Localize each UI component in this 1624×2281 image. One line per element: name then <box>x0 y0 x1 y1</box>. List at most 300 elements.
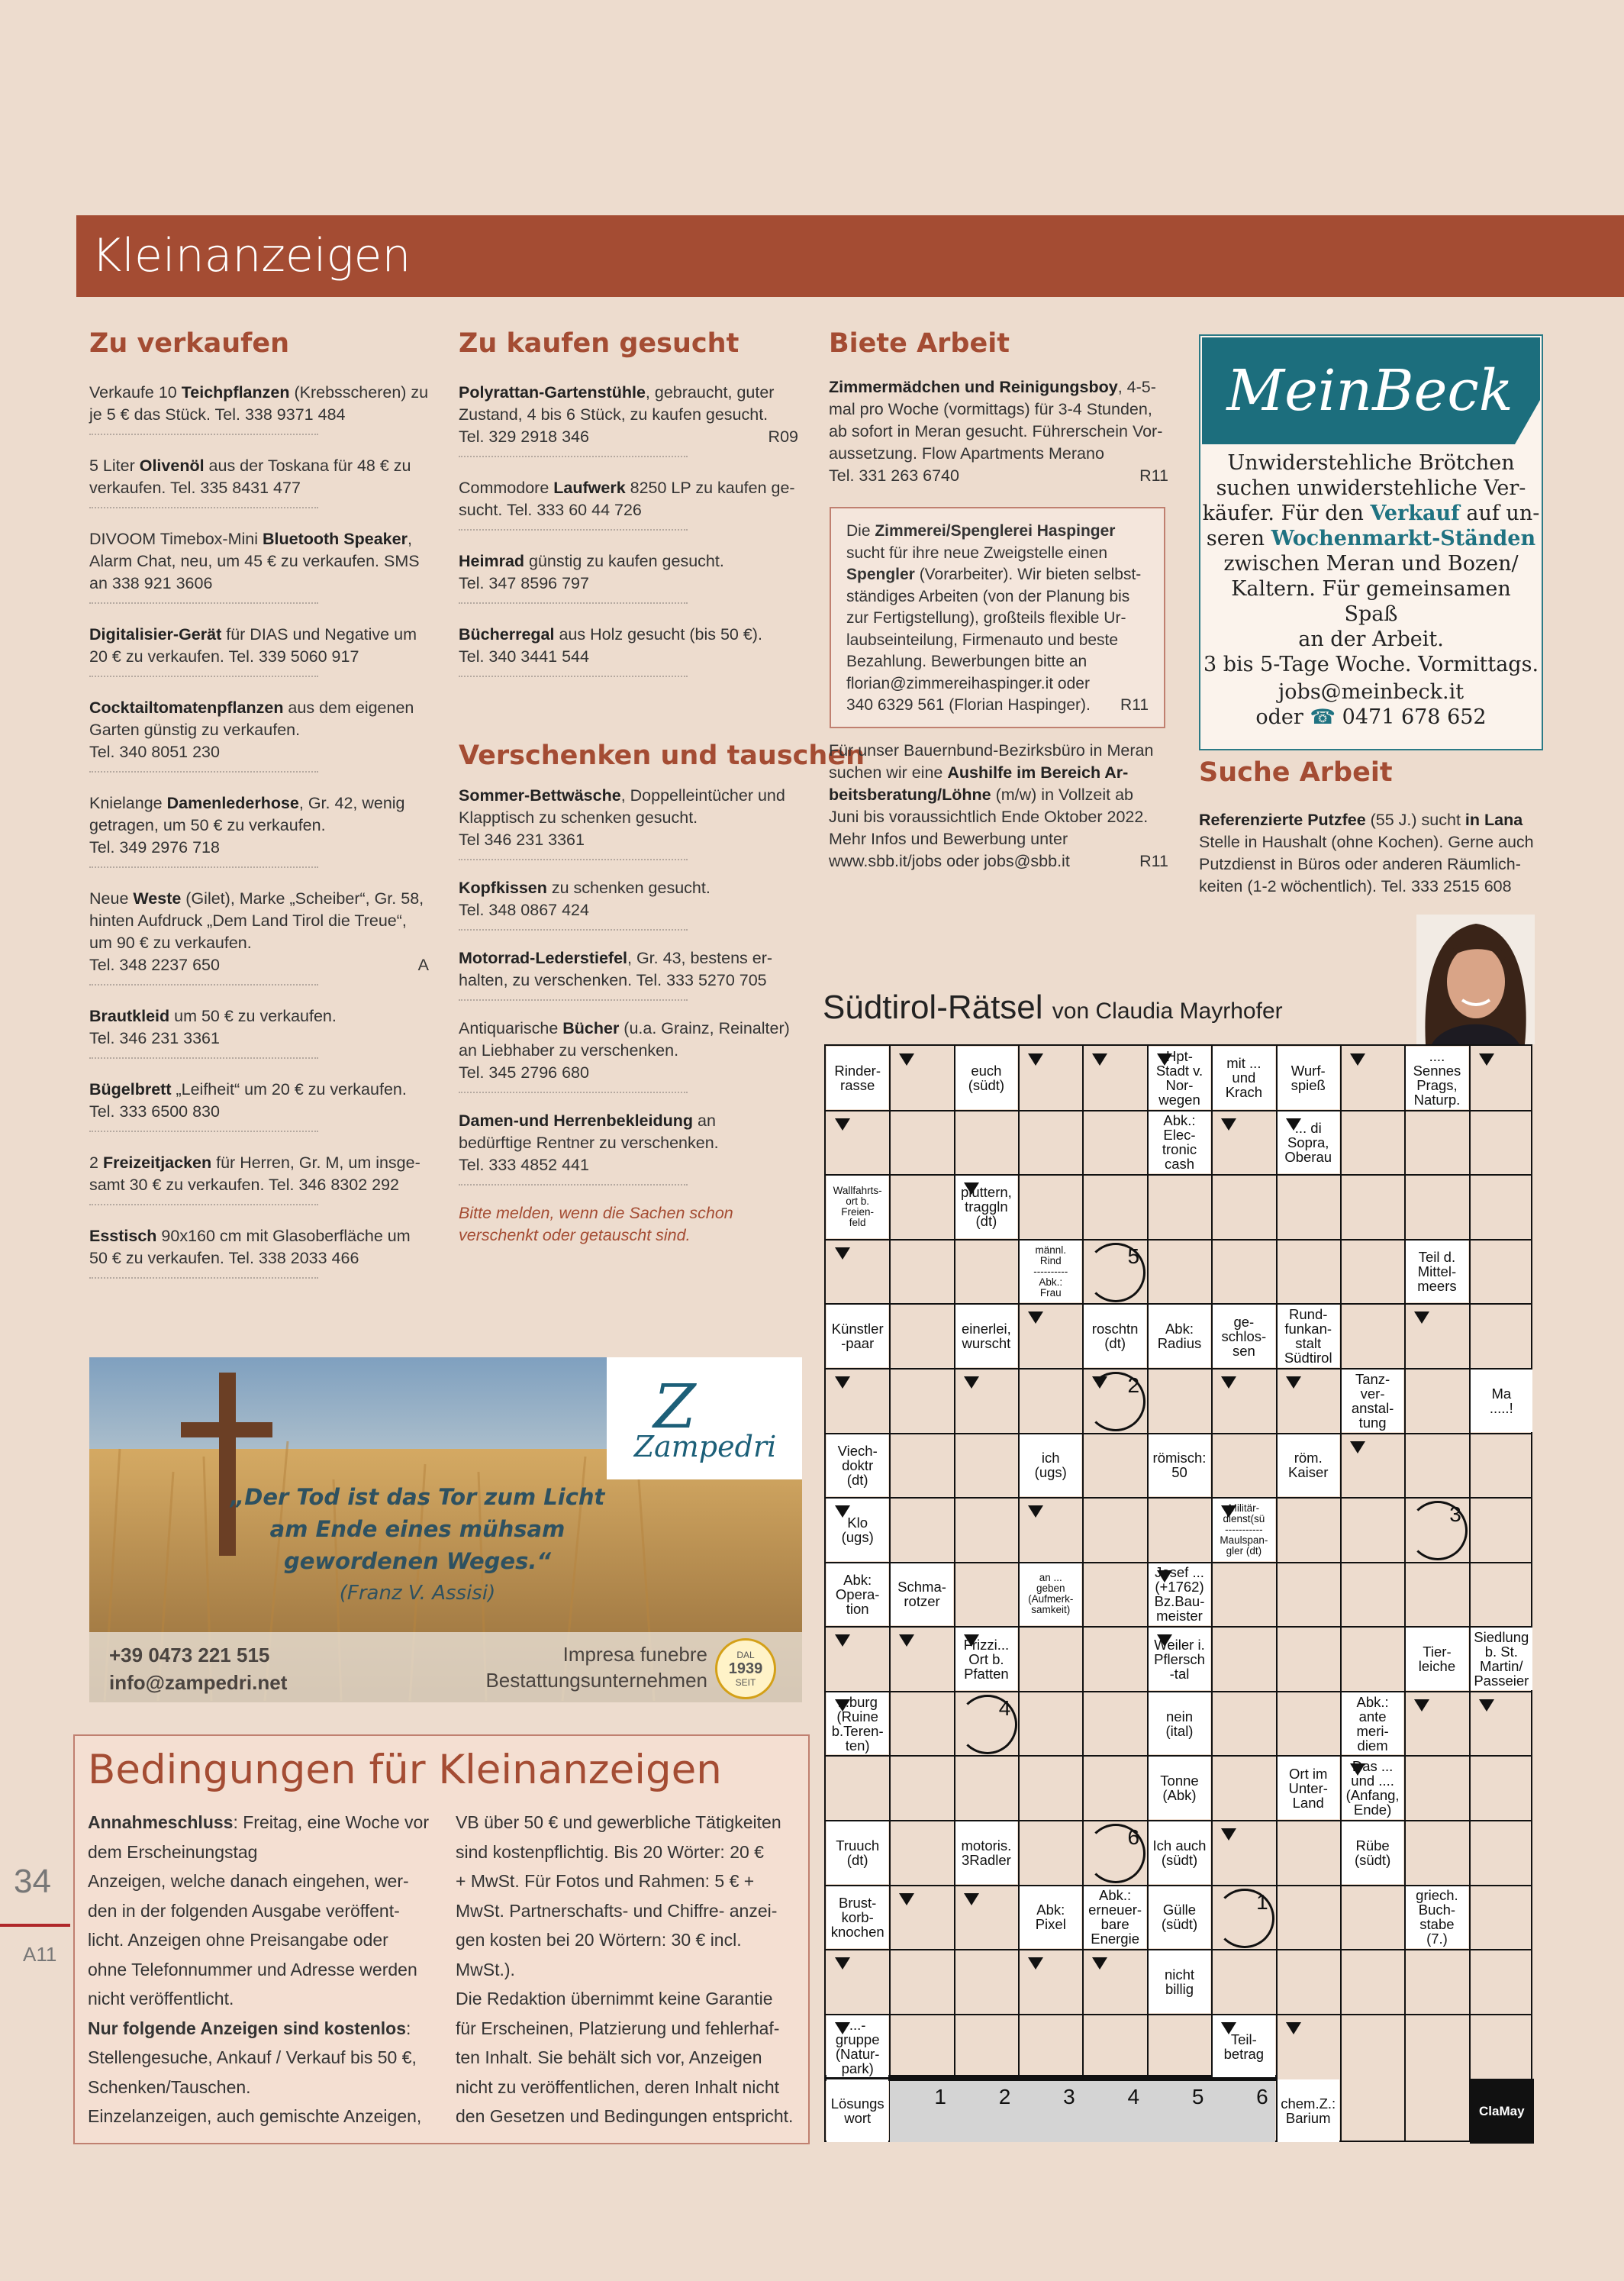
text-line: für Erscheinen, Platzierung und fehlerhaf- <box>456 2018 780 2038</box>
clue-arrow-icon <box>1157 1053 1172 1066</box>
text-line: beitsberatung/Löhne (m/w) in Vollzeit ab <box>829 786 1134 804</box>
funeral-contact <box>109 1641 287 1696</box>
crossword-clue: Künstler -paar <box>826 1305 888 1367</box>
company-de: Bestattungsunternehmen <box>485 1669 707 1692</box>
classified-ad <box>89 792 429 868</box>
crossword-clue: Teil- betrag <box>1213 2015 1274 2078</box>
crossword-clue: Lösungs wort <box>826 2079 888 2142</box>
text-line: ohne Telefonnummer und Adresse werden <box>88 1959 417 1979</box>
crossword-clue: Wallfahrts- ort b. Freien- feld <box>826 1176 888 1238</box>
solution-number: 3 <box>1449 1502 1461 1527</box>
ad-line: samt 30 € zu verkaufen. Tel. 346 8302 292 <box>89 1176 399 1194</box>
divider <box>459 676 688 677</box>
zu-kaufen-heading: Zu kaufen gesucht <box>459 328 740 359</box>
text-line: 340 6329 561 (Florian Haspinger). R11 <box>846 695 1149 717</box>
crossword-clue: roschtn (dt) <box>1084 1305 1146 1367</box>
zampedri-logo-mark: Z <box>653 1371 696 1442</box>
text-line: Putzdienst in Büros oder anderen Räumlich- <box>1199 855 1521 873</box>
text-line: Tel. 331 263 6740 R11 <box>829 465 1168 487</box>
ad-line: Garten günstig zu verkaufen. <box>89 721 301 739</box>
crossword-clue: an ... geben (Aufmerk- samkeit) <box>1020 1563 1081 1626</box>
text-line: ten Inhalt. Sie behält sich vor, Anzeigen <box>456 2047 762 2067</box>
verschenken-heading: Verschenken und tauschen <box>459 740 865 771</box>
ad-line: Tel. 348 2237 650 A <box>89 954 429 976</box>
zu-verkaufen-heading: Zu verkaufen <box>89 328 289 359</box>
ad-line: Tel. 333 4852 441 <box>459 1156 589 1174</box>
classified-ad <box>459 785 798 860</box>
crossword-clue: einerlei, wurscht <box>955 1305 1017 1367</box>
crossword-clue: Rinder- rasse <box>826 1047 888 1109</box>
crossword-clue: euch (südt) <box>955 1047 1017 1109</box>
divider <box>89 602 318 604</box>
clue-arrow-icon <box>1092 1957 1107 1970</box>
zampedri-ad <box>89 1357 802 1702</box>
crossword-clue: Abk.: Elec- tronic cash <box>1149 1111 1210 1174</box>
ad-line: Antiquarische Bücher (u.a. Grainz, Reinalter) <box>459 1019 790 1037</box>
ad-line: Cocktailtomatenpflanzen aus dem eigenen <box>89 698 414 717</box>
ad-line: Brautkleid um 50 € zu verkaufen. <box>89 1007 337 1025</box>
classified-ad <box>459 1018 798 1093</box>
solution-index: 6 <box>1256 2085 1268 2109</box>
puzzle-title <box>823 989 1283 1027</box>
ad-line: Tel. 333 6500 830 <box>89 1102 220 1121</box>
clue-arrow-icon <box>1157 1570 1172 1583</box>
clue-arrow-icon <box>964 1634 979 1647</box>
grid-line <box>826 2075 1277 2081</box>
clue-arrow-icon <box>835 1634 850 1647</box>
quote-line: gewordenen Weges.“ <box>283 1548 552 1574</box>
classified-ad <box>459 624 798 677</box>
text-line: VB über 50 € und gewerbliche Tätigkeiten <box>456 1812 781 1832</box>
ad-line: je 5 € das Stück. Tel. 338 9371 484 <box>89 405 346 424</box>
text-line: Die Redaktion übernimmt keine Garantie <box>456 1989 773 2008</box>
ad-line: Tel 346 231 3361 <box>459 831 585 849</box>
ad-line: Neue Weste (Gilet), Marke „Scheiber“, Gr. 58, <box>89 889 424 908</box>
text-line: 3 bis 5-Tage Woche. Vormittags. <box>1203 653 1539 676</box>
crossword-clue: Abk.: ante meri- diem <box>1342 1692 1403 1755</box>
meinbeck-phone: 0471 678 652 <box>1342 705 1487 729</box>
ad-line: Knielange Damenlederhose, Gr. 42, wenig <box>89 794 405 812</box>
suche-arbeit-heading: Suche Arbeit <box>1199 757 1393 788</box>
suche-arbeit-ad <box>1199 809 1542 898</box>
biete-arbeit-heading: Biete Arbeit <box>829 328 1010 359</box>
clue-arrow-icon <box>1414 1311 1429 1324</box>
clue-arrow-icon <box>835 1376 850 1389</box>
divider <box>459 999 688 1001</box>
text-line: käufer. Für den Verkauf auf un- <box>1202 502 1540 525</box>
clue-arrow-icon <box>1221 1505 1236 1518</box>
crossword-clue: Hpt- Stadt v. Nor- wegen <box>1149 1047 1210 1109</box>
ad-line: Tel. 348 0867 424 <box>459 901 589 919</box>
clue-arrow-icon <box>835 1505 850 1518</box>
ad-line: Zustand, 4 bis 6 Stück, zu kaufen gesucht. <box>459 405 768 424</box>
crossword-clue: Rund- funkan- stalt Südtirol <box>1278 1305 1339 1367</box>
classified-ad <box>89 624 429 677</box>
crossword-clue: Militär- dienst(sü ----------- Maulspan- gler (dt) <box>1213 1499 1274 1561</box>
crossword-clue: Siedlung b. St. Martin/ Passeier <box>1471 1628 1532 1690</box>
grid-line <box>1404 1046 1406 2141</box>
ad-line: Esstisch 90x160 cm mit Glasoberfläche um <box>89 1227 411 1245</box>
crossword-clue: chem.Z.: Barium <box>1278 2079 1339 2142</box>
quote-author: (Franz V. Assisi) <box>339 1582 496 1605</box>
ad-code: R11 <box>1120 696 1149 714</box>
divider <box>459 529 688 531</box>
clue-arrow-icon <box>835 1118 850 1131</box>
divider <box>89 676 318 677</box>
haspinger-box-ad <box>830 507 1165 728</box>
ad-line: Tel. 340 3441 544 <box>459 647 589 666</box>
crossword-clue: Josef ... (+1762) Bz.Bau- meister <box>1149 1563 1210 1626</box>
ad-line: an Liebhaber zu verschenken. <box>459 1041 679 1060</box>
clue-arrow-icon <box>1028 1505 1043 1518</box>
puzzle-title-text: Südtirol-Rätsel <box>823 989 1043 1026</box>
crossword-clue: Das ... und .... (Anfang, Ende) <box>1342 1757 1403 1819</box>
ad-line: Alarm Chat, neu, um 45 € zu verkaufen. SMS <box>89 552 420 570</box>
zu-kaufen-list <box>459 382 798 697</box>
classified-ad <box>89 1225 429 1279</box>
text-line: nicht veröffentlicht. <box>88 1989 234 2008</box>
ad-line: Tel. 347 8596 797 <box>459 574 589 592</box>
crossword-grid <box>824 1044 1532 2142</box>
ad-line: Tel. 349 2976 718 <box>89 838 220 857</box>
text-line: Für unser Bauernbund-Bezirksbüro in Meran <box>829 741 1154 760</box>
crossword-clue: .... Sennes Prags, Naturp. <box>1406 1047 1468 1109</box>
text-line: sind kostenpflichtig. Bis 20 Wörter: 20 € <box>456 1841 764 1862</box>
text-line: Zimmermädchen und Reinigungsboy, 4-5- <box>829 378 1156 396</box>
solution-index: 1 <box>934 2085 946 2109</box>
crossword-clue: Gülle (südt) <box>1149 1886 1210 1949</box>
classified-ad <box>89 528 429 604</box>
classified-ad <box>89 1005 429 1059</box>
crossword-clue: röm. Kaiser <box>1278 1434 1339 1497</box>
ad-line: Tel. 329 2918 346 R09 <box>459 426 798 448</box>
clue-arrow-icon <box>1028 1053 1043 1066</box>
divider <box>89 507 318 508</box>
ad-line: Digitalisier-Gerät für DIAS und Negative um <box>89 625 417 644</box>
clue-arrow-icon <box>1350 1763 1365 1776</box>
divider <box>89 771 318 773</box>
classified-ad <box>459 477 798 531</box>
meinbeck-email[interactable]: jobs@meinbeck.it <box>1278 680 1464 704</box>
crossword-clue: ich (ugs) <box>1020 1434 1081 1497</box>
classified-ad <box>459 1110 798 1186</box>
quote-line: „Der Tod ist das Tor zum Licht <box>230 1484 605 1510</box>
grid-line <box>826 1497 1531 1499</box>
crossword-clue: Ort im Unter- Land <box>1278 1757 1339 1819</box>
crossword-clue: Brust- korb- knochen <box>826 1886 888 1949</box>
conditions-col-2 <box>456 1808 803 2131</box>
divider <box>89 1204 318 1205</box>
text-line: suchen wir eine Aushilfe im Bereich Ar- <box>829 763 1129 782</box>
clue-arrow-icon <box>1286 1376 1301 1389</box>
crossword-clue: Tonne (Abk) <box>1149 1757 1210 1819</box>
ad-line: 2 Freizeitjacken für Herren, Gr. M, um insge- <box>89 1153 420 1172</box>
text-line: keiten (1-2 wöchentlich). Tel. 333 2515 608 <box>1199 877 1512 895</box>
quote-line: am Ende eines mühsam <box>269 1516 566 1542</box>
solution-index: 5 <box>1191 2085 1204 2109</box>
text-line: zwischen Meran und Bozen/ <box>1223 552 1519 576</box>
meinbeck-text <box>1202 450 1540 677</box>
text-line: Unwiderstehliche Brötchen <box>1227 451 1515 475</box>
verschenken-list <box>459 785 798 1247</box>
divider <box>459 602 688 604</box>
ad-line: Motorrad-Lederstiefel, Gr. 43, bestens er- <box>459 949 773 967</box>
crossword-clue: Rübe (südt) <box>1342 1821 1403 1884</box>
ad-code: A <box>417 956 429 974</box>
text-line: Spengler (Vorarbeiter). Wir bieten selbst- <box>846 566 1142 583</box>
badge-year: 1939 <box>728 1660 763 1677</box>
ad-line: bedürftige Rentner zu verschenken. <box>459 1134 719 1152</box>
author-portrait <box>1416 915 1535 1044</box>
grid-line <box>826 1368 1531 1370</box>
clue-arrow-icon <box>964 1893 979 1905</box>
clue-arrow-icon <box>1221 2022 1236 2034</box>
text-line: Die Zimmerei/Spenglerei Haspinger <box>846 522 1116 540</box>
note-line: verschenkt oder getauscht sind. <box>459 1226 691 1244</box>
text-line: Schenken/Tauschen. <box>88 2076 251 2097</box>
funeral-quote <box>219 1481 616 1609</box>
crossword-clue: nein (ital) <box>1149 1692 1210 1755</box>
ad-line: Tel. 340 8051 230 <box>89 743 220 761</box>
text-line: + MwSt. Für Fotos und Rahmen: 5 € + <box>456 1871 755 1891</box>
ad-line: Verkaufe 10 Teichpflanzen (Krebsscheren) zu <box>89 383 429 402</box>
text-line: florian@zimmereihaspinger.it oder <box>846 674 1090 692</box>
meinbeck-phone-line <box>1202 705 1540 730</box>
clue-arrow-icon <box>1092 1053 1107 1066</box>
ad-line: 5 Liter Olivenöl aus der Toskana für 48 € zu <box>89 457 411 475</box>
text-line: MwSt. Partnerschafts- und Chiffre- anzei- <box>456 1900 778 1921</box>
text-line: an der Arbeit. <box>1298 628 1444 651</box>
solution-number: 4 <box>998 1695 1011 1720</box>
grid-line <box>1469 1046 1471 2141</box>
crossword-clue: ...- gruppe (Natur- park) <box>826 2015 888 2078</box>
classified-ad <box>89 697 429 773</box>
crossword-clue: Abk: Opera- tion <box>826 1563 888 1626</box>
meinbeck-phone-prefix: oder <box>1255 705 1303 729</box>
clue-arrow-icon <box>835 1247 850 1260</box>
divider <box>459 859 688 860</box>
funeral-company <box>417 1641 707 1693</box>
meinbeck-logo-banner <box>1202 337 1540 444</box>
puzzle-author: von Claudia Mayrhofer <box>1052 999 1283 1024</box>
classified-ad <box>459 947 798 1001</box>
ad-line: um 90 € zu verkaufen. <box>89 934 252 952</box>
crossword-clue: ... di Sopra, Oberau <box>1278 1111 1339 1174</box>
text-line: gen kosten bei 20 Wörtern: 30 € incl. <box>456 1930 742 1950</box>
crossword-clue: Abk: Pixel <box>1020 1886 1081 1949</box>
text-line: den Gesetzen und Bedingungen entspricht. <box>456 2106 794 2126</box>
clue-arrow-icon <box>899 1634 914 1647</box>
solution-number: 1 <box>1256 1889 1268 1914</box>
text-line: Stelle in Haushalt (ohne Kochen). Gerne auch <box>1199 833 1534 851</box>
crossword-clue: Frizzi... Ort b. Pfatten <box>955 1628 1017 1690</box>
clue-arrow-icon <box>835 1957 850 1970</box>
ad-line: 50 € zu verkaufen. Tel. 338 2033 466 <box>89 1249 359 1267</box>
solution-index: 2 <box>998 2085 1011 2109</box>
text-line: Bezahlung. Bewerbungen bitte an <box>846 653 1088 670</box>
clue-arrow-icon <box>1286 2022 1301 2034</box>
puzzle-stamp: ClaMay <box>1470 2079 1534 2144</box>
crossword-clue: griech. Buch- stabe (7.) <box>1406 1886 1468 1949</box>
text-line: sucht für ihre neue Zweigstelle einen <box>846 544 1108 562</box>
clue-arrow-icon <box>1350 1441 1365 1453</box>
clue-arrow-icon <box>1350 1053 1365 1066</box>
ad-line: getragen, um 50 € zu verkaufen. <box>89 816 326 834</box>
section-title: Kleinanzeigen <box>92 229 411 282</box>
text-line: licht. Anzeigen ohne Preisangabe oder <box>88 1930 388 1950</box>
crossword-clue: Weiler i. Pflersch -tal <box>1149 1628 1210 1690</box>
zu-verkaufen-list <box>89 382 429 1299</box>
text-line: Juni bis voraussichtlich Ende Oktober 2022. <box>829 808 1149 826</box>
crossword-clue: mit ... und Krach <box>1213 1047 1274 1109</box>
text-line: seren Wochenmarkt-Ständen <box>1206 527 1536 550</box>
divider <box>89 1057 318 1059</box>
solution-index: 3 <box>1063 2085 1075 2109</box>
text-line: mal pro Woche (vormittags) für 3-4 Stunden, <box>829 400 1152 418</box>
crossword-clue: Schma- rotzer <box>891 1563 952 1626</box>
text-line: nicht zu veröffentlichen, deren Inhalt nicht <box>456 2076 780 2097</box>
clue-arrow-icon <box>1157 1634 1172 1647</box>
conditions-title: Bedingungen für Kleinanzeigen <box>88 1747 722 1793</box>
crossword-clue: pluttern, traggln (dt) <box>955 1176 1017 1238</box>
clue-arrow-icon <box>899 1053 914 1066</box>
ad-line: Klapptisch zu schenken gesucht. <box>459 808 698 827</box>
text-line: Anzeigen, welche danach eingehen, wer- <box>88 1871 409 1891</box>
crossword-clue: Teil d. Mittel- meers <box>1406 1241 1468 1303</box>
crossword-clue: Abk.: erneuer- bare Energie <box>1084 1886 1146 1949</box>
crossword-clue: Ma .....! <box>1471 1370 1532 1432</box>
since-1939-badge <box>715 1638 776 1699</box>
text-line: Stellengesuche, Ankauf / Verkauf bis 50 €, <box>88 2047 417 2067</box>
grid-line <box>826 2014 1531 2015</box>
crossword-clue: Tanz- ver- anstal- tung <box>1342 1370 1403 1432</box>
funeral-phone[interactable]: +39 0473 221 515 <box>109 1644 270 1666</box>
classified-ad <box>89 1152 429 1205</box>
text-line: ab sofort in Meran gesucht. Führerschein Vor- <box>829 422 1163 440</box>
clue-arrow-icon <box>835 1699 850 1712</box>
clue-arrow-icon <box>835 2022 850 2034</box>
crossword-clue: motoris. 3Radler <box>955 1821 1017 1884</box>
ad-line: Damen-und Herrenbekleidung an <box>459 1111 716 1130</box>
divider <box>89 866 318 868</box>
text-line: www.sbb.it/jobs oder jobs@sbb.it R11 <box>829 850 1168 873</box>
classified-ad <box>459 877 798 931</box>
ad-line: Bügelbrett „Leifheit“ um 20 € zu verkaufen. <box>89 1080 407 1099</box>
clue-arrow-icon <box>964 1182 979 1195</box>
badge-bottom: SEIT <box>735 1677 756 1688</box>
ad-line: halten, zu verschenken. Tel. 333 5270 705 <box>459 971 767 989</box>
funeral-email[interactable]: info@zampedri.net <box>109 1671 288 1694</box>
grid-line <box>1276 1046 1278 2141</box>
company-it: Impresa funebre <box>562 1643 707 1666</box>
clue-arrow-icon <box>1092 1376 1107 1389</box>
page-number: 34 <box>14 1863 51 1900</box>
ad-line: Commodore Laufwerk 8250 LP zu kaufen ge- <box>459 479 795 497</box>
crossword-clue: nicht billig <box>1149 1950 1210 2013</box>
ad-code: R09 <box>768 427 798 446</box>
text-line: aussetzung. Flow Apartments Merano <box>829 444 1104 463</box>
solution-number: 2 <box>1127 1373 1140 1397</box>
page-code: A11 <box>23 1943 57 1966</box>
text-line: Kaltern. Für gemeinsamen Spaß <box>1231 577 1511 626</box>
text-line: Referenzierte Putzfee (55 J.) sucht in Lana <box>1199 811 1523 829</box>
page-number-line <box>0 1924 70 1927</box>
clue-arrow-icon <box>1221 1828 1236 1841</box>
crossword-clue: Ich auch (südt) <box>1149 1821 1210 1884</box>
divider <box>89 984 318 986</box>
crossword-clue: römisch: 50 <box>1149 1434 1210 1497</box>
text-line: den in der folgenden Ausgabe veröffent- <box>88 1900 400 1921</box>
grid-line <box>1211 1046 1213 2141</box>
text-line: Nur folgende Anzeigen sind kostenlos: <box>88 2018 411 2038</box>
crossword-clue: Tier- leiche <box>1406 1628 1468 1690</box>
clue-arrow-icon <box>1221 1376 1236 1389</box>
meinbeck-logo-text: MeinBeck <box>1226 358 1513 424</box>
phone-icon: ☎ <box>1310 705 1336 729</box>
ad-line: Tel. 346 231 3361 <box>89 1029 220 1047</box>
classified-ad <box>459 382 798 457</box>
clue-arrow-icon <box>1479 1699 1494 1712</box>
divider <box>459 1184 688 1186</box>
biete-arbeit-ad <box>829 376 1168 487</box>
classified-ad <box>89 1079 429 1132</box>
clue-arrow-icon <box>1221 1118 1236 1131</box>
solution-row <box>890 2081 1274 2142</box>
ad-line: hinten Aufdruck „Dem Land Tirol die Treue“, <box>89 911 407 930</box>
text-line: Einzelanzeigen, auch gemischte Anzeigen, <box>88 2106 422 2126</box>
conditions-col-1 <box>88 1808 435 2131</box>
ad-line: Bücherregal aus Holz gesucht (bis 50 €). <box>459 625 762 644</box>
note-line: Bitte melden, wenn die Sachen schon <box>459 1204 733 1222</box>
text-line: Annahmeschluss: Freitag, eine Woche vor <box>88 1812 429 1832</box>
ad-code: R11 <box>1139 466 1168 485</box>
clue-arrow-icon <box>1479 1053 1494 1066</box>
classified-ad <box>459 550 798 604</box>
crossword-clue: Viech- doktr (dt) <box>826 1434 888 1497</box>
solution-index: 4 <box>1127 2085 1140 2109</box>
badge-top: DAL <box>736 1650 755 1660</box>
text-line: MwSt.). <box>456 1959 515 1979</box>
classified-ad <box>89 455 429 508</box>
sbb-ad <box>829 740 1168 873</box>
text-line: ständiges Arbeiten (von der Planung bis <box>846 587 1130 605</box>
grid-line <box>1082 1046 1084 2141</box>
ad-line: DIVOOM Timebox-Mini Bluetooth Speaker, <box>89 530 412 548</box>
verschenken-note <box>459 1202 798 1247</box>
text-line: Mehr Infos und Bewerbung unter <box>829 830 1068 848</box>
crossword-clue: ...burg (Ruine b.Teren- ten) <box>826 1692 888 1755</box>
classified-ad <box>89 888 429 986</box>
clue-arrow-icon <box>899 1893 914 1905</box>
ad-code: R11 <box>1139 852 1168 870</box>
crossword-clue: Truuch (dt) <box>826 1821 888 1884</box>
classified-ad <box>89 382 429 435</box>
crossword-clue: ge- schlos- sen <box>1213 1305 1274 1367</box>
divider <box>459 1092 688 1093</box>
ad-line: Sommer-Bettwäsche, Doppelleintücher und <box>459 786 785 805</box>
divider <box>89 434 318 435</box>
crossword-clue: Klo (ugs) <box>826 1499 888 1561</box>
crossword-clue: Wurf- spieß <box>1278 1047 1339 1109</box>
clue-arrow-icon <box>964 1376 979 1389</box>
ad-line: Heimrad günstig zu kaufen gesucht. <box>459 552 724 570</box>
grid-line <box>826 1174 1531 1176</box>
zampedri-brand: Zampedri <box>633 1430 777 1463</box>
crossword-clue: männl. Rind ---------- Abk.: Frau <box>1020 1241 1081 1303</box>
crossword-clue: Abk: Radius <box>1149 1305 1210 1367</box>
ad-line: sucht. Tel. 333 60 44 726 <box>459 501 642 519</box>
solution-number: 6 <box>1127 1825 1140 1850</box>
